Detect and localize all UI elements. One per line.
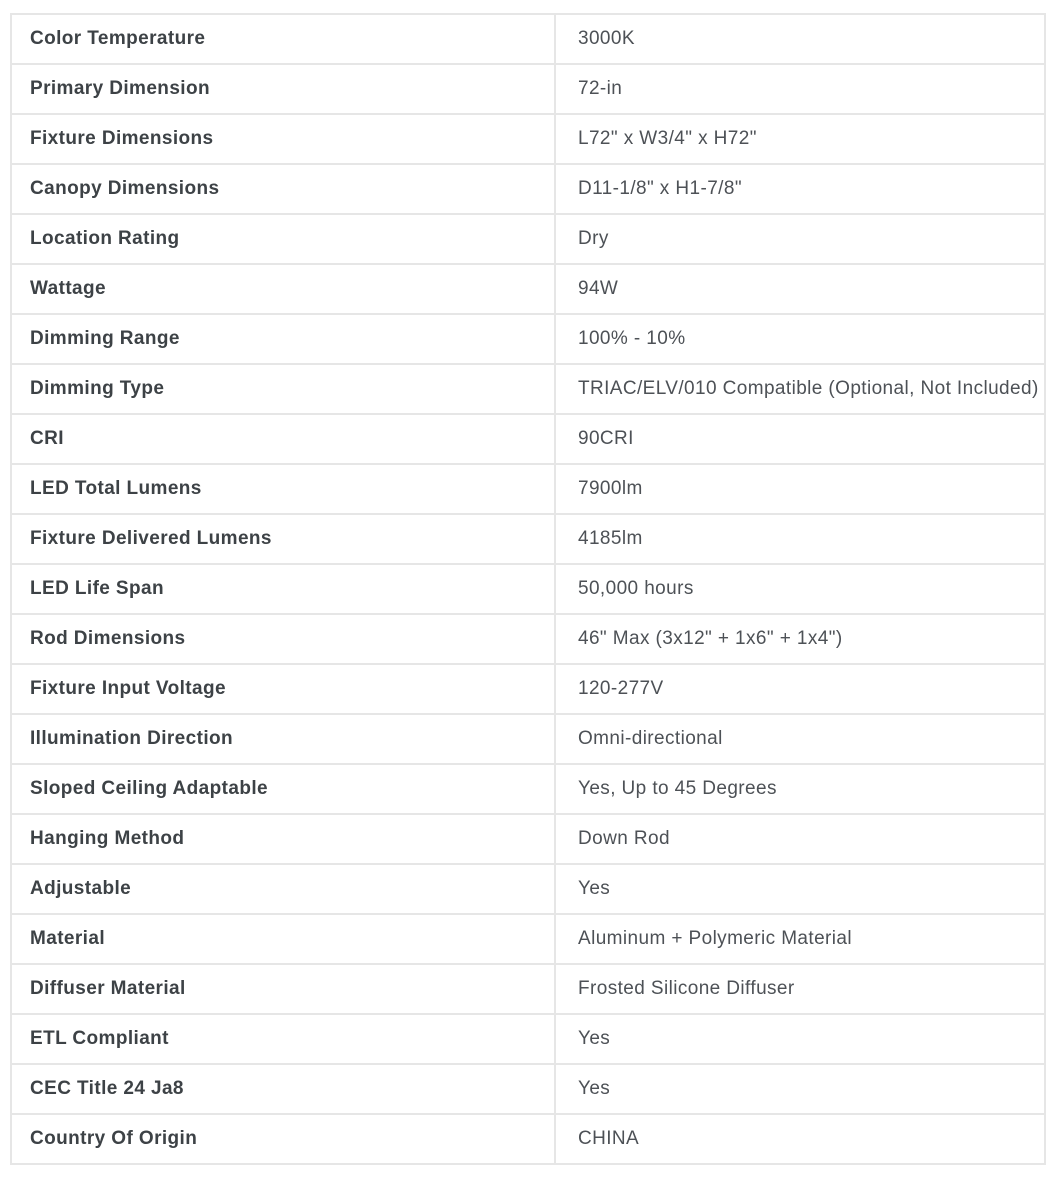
spec-label: Location Rating xyxy=(11,214,555,264)
spec-label: Dimming Range xyxy=(11,314,555,364)
spec-value: Yes xyxy=(555,864,1045,914)
spec-label: Fixture Input Voltage xyxy=(11,664,555,714)
spec-label: Fixture Dimensions xyxy=(11,114,555,164)
table-row xyxy=(11,614,1045,664)
table-row xyxy=(11,514,1045,564)
table-row xyxy=(11,1014,1045,1064)
table-row xyxy=(11,1064,1045,1114)
spec-value: D11-1/8" x H1-7/8" xyxy=(555,164,1045,214)
table-row xyxy=(11,714,1045,764)
table-row xyxy=(11,164,1045,214)
spec-value: Dry xyxy=(555,214,1045,264)
spec-label: LED Total Lumens xyxy=(11,464,555,514)
spec-label: Canopy Dimensions xyxy=(11,164,555,214)
spec-label: Dimming Type xyxy=(11,364,555,414)
spec-value: 90CRI xyxy=(555,414,1045,464)
spec-value: 72-in xyxy=(555,64,1045,114)
spec-label: Hanging Method xyxy=(11,814,555,864)
spec-value: CHINA xyxy=(555,1114,1045,1164)
spec-value: 100% - 10% xyxy=(555,314,1045,364)
spec-label: Color Temperature xyxy=(11,14,555,64)
table-row xyxy=(11,964,1045,1014)
table-row xyxy=(11,764,1045,814)
table-row xyxy=(11,1114,1045,1164)
table-row xyxy=(11,664,1045,714)
table-row xyxy=(11,914,1045,964)
product-spec-table xyxy=(10,13,1046,1165)
spec-label: CEC Title 24 Ja8 xyxy=(11,1064,555,1114)
spec-label: Adjustable xyxy=(11,864,555,914)
spec-label: Fixture Delivered Lumens xyxy=(11,514,555,564)
table-row xyxy=(11,364,1045,414)
spec-label: Diffuser Material xyxy=(11,964,555,1014)
table-row xyxy=(11,314,1045,364)
spec-value: Frosted Silicone Diffuser xyxy=(555,964,1045,1014)
spec-value: Aluminum + Polymeric Material xyxy=(555,914,1045,964)
spec-label: LED Life Span xyxy=(11,564,555,614)
spec-value: 120-277V xyxy=(555,664,1045,714)
spec-label: Illumination Direction xyxy=(11,714,555,764)
spec-value: 46" Max (3x12" + 1x6" + 1x4") xyxy=(555,614,1045,664)
spec-value: 3000K xyxy=(555,14,1045,64)
table-row xyxy=(11,264,1045,314)
spec-value: 50,000 hours xyxy=(555,564,1045,614)
spec-label: Wattage xyxy=(11,264,555,314)
spec-value: Omni-directional xyxy=(555,714,1045,764)
spec-value: L72" x W3/4" x H72" xyxy=(555,114,1045,164)
spec-value: 4185lm xyxy=(555,514,1045,564)
spec-value: Yes, Up to 45 Degrees xyxy=(555,764,1045,814)
spec-label: Rod Dimensions xyxy=(11,614,555,664)
spec-value: 7900lm xyxy=(555,464,1045,514)
spec-value: Yes xyxy=(555,1014,1045,1064)
table-row xyxy=(11,814,1045,864)
spec-value: TRIAC/ELV/010 Compatible (Optional, Not Included) xyxy=(555,364,1045,414)
spec-label: Material xyxy=(11,914,555,964)
table-row xyxy=(11,864,1045,914)
spec-label: CRI xyxy=(11,414,555,464)
table-row xyxy=(11,114,1045,164)
table-row xyxy=(11,14,1045,64)
table-row xyxy=(11,414,1045,464)
table-row xyxy=(11,464,1045,514)
spec-table-body xyxy=(11,14,1045,1164)
spec-label: Sloped Ceiling Adaptable xyxy=(11,764,555,814)
table-row xyxy=(11,64,1045,114)
table-row xyxy=(11,214,1045,264)
spec-label: ETL Compliant xyxy=(11,1014,555,1064)
spec-label: Primary Dimension xyxy=(11,64,555,114)
spec-value: Down Rod xyxy=(555,814,1045,864)
table-row xyxy=(11,564,1045,614)
spec-value: 94W xyxy=(555,264,1045,314)
spec-label: Country Of Origin xyxy=(11,1114,555,1164)
spec-value: Yes xyxy=(555,1064,1045,1114)
